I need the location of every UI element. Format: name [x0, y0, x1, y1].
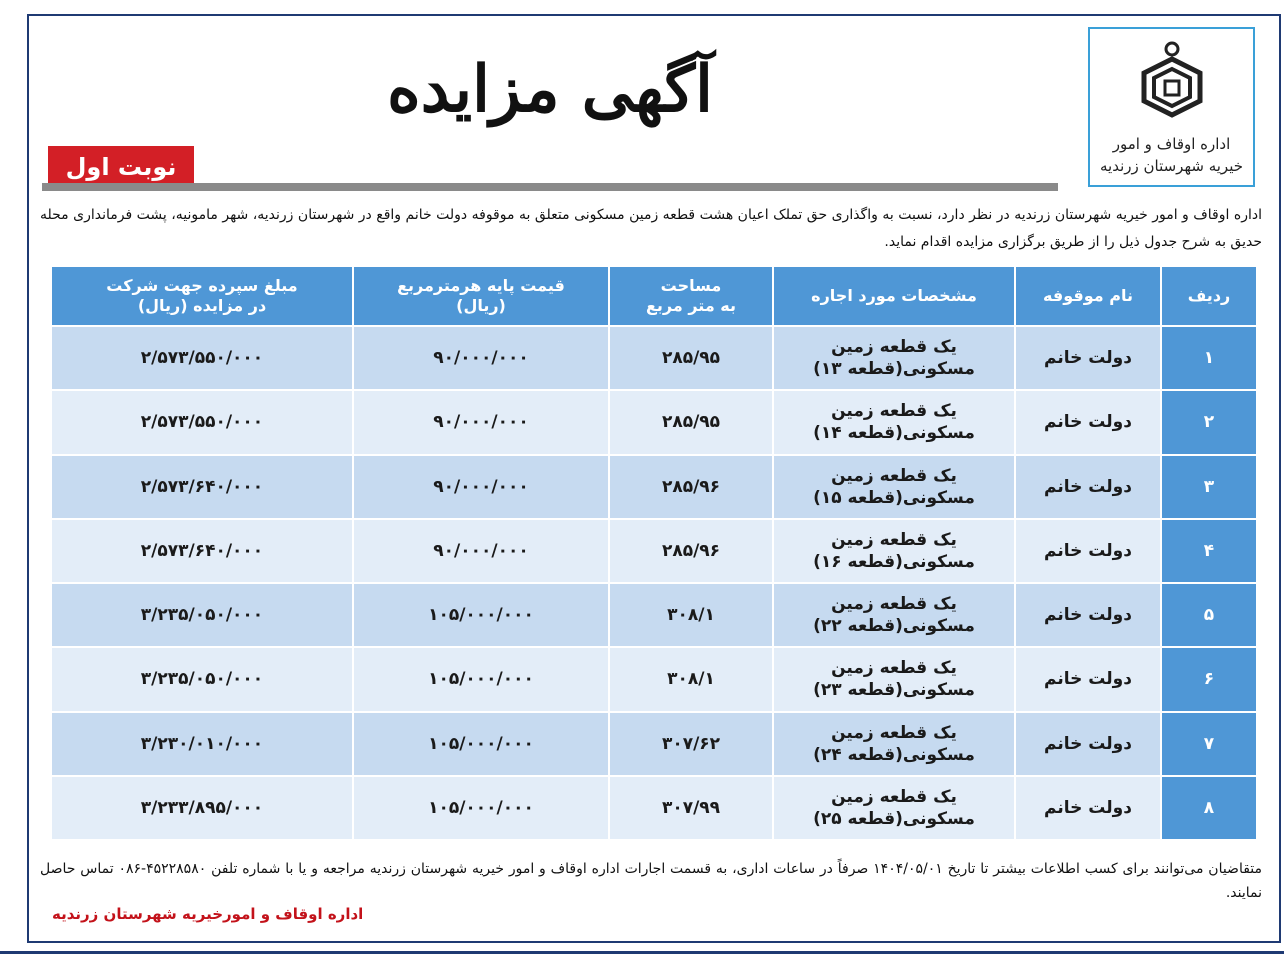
- endowment-name: دولت خانم: [1016, 327, 1160, 389]
- plot-spec-l2: مسکونی(قطعه ۲۴): [813, 744, 975, 765]
- col-header-deposit-l2: در مزایده (ریال): [137, 296, 267, 315]
- signature: اداره اوقاف و امورخیریه شهرستان زرندیه: [52, 905, 364, 923]
- base-price: ۹۰/۰۰۰/۰۰۰: [354, 456, 608, 518]
- table-row: [52, 777, 1256, 839]
- col-header-spec: مشخصات مورد اجاره: [774, 267, 1014, 325]
- plot-spec-l2: مسکونی(قطعه ۲۲): [813, 616, 975, 637]
- deposit-amount: ۲/۵۷۳/۶۴۰/۰۰۰: [52, 456, 352, 518]
- deposit-amount: ۳/۲۳۳/۸۹۵/۰۰۰: [52, 777, 352, 839]
- plot-spec-l1: یک قطعه زمین: [831, 401, 957, 422]
- plot-spec-l2: مسکونی(قطعه ۲۵): [813, 808, 975, 829]
- plot-spec-l1: یک قطعه زمین: [831, 658, 957, 679]
- page-title: آگهی مزایده: [387, 52, 713, 127]
- plot-area: ۳۰۸/۱: [610, 584, 772, 646]
- col-header-price-l2: (ریال): [456, 296, 506, 315]
- endowment-name: دولت خانم: [1016, 648, 1160, 710]
- awqaf-emblem-icon: [1132, 39, 1212, 119]
- plot-spec-l1: یک قطعه زمین: [831, 529, 957, 550]
- col-header-area-l2: به متر مربع: [645, 296, 737, 315]
- plot-spec: [774, 584, 1014, 646]
- plot-spec: [774, 713, 1014, 775]
- row-number: ۷: [1162, 713, 1256, 775]
- endowment-name: دولت خانم: [1016, 520, 1160, 582]
- row-number: ۲: [1162, 391, 1256, 453]
- base-price: ۹۰/۰۰۰/۰۰۰: [354, 327, 608, 389]
- table-row: [52, 456, 1256, 518]
- row-number: ۵: [1162, 584, 1256, 646]
- deposit-amount: ۲/۵۷۳/۵۵۰/۰۰۰: [52, 327, 352, 389]
- col-header-deposit: [52, 267, 352, 325]
- title-rule: [42, 183, 1058, 191]
- base-price: ۱۰۵/۰۰۰/۰۰۰: [354, 648, 608, 710]
- contact-paragraph: متقاضیان می‌توانند برای کسب اطلاعات بیشتر تا تاریخ ۱۴۰۴/۰۵/۰۱ صرفاً در ساعات اداری، به قسمت اجارات اداره اوقاف و امور خیریه شهرستان زرندیه مراجعه و یا با شماره تلفن ۴۵۲۲۸۵۸۰-۰۸۶ تماس حاصل نمایند.: [40, 861, 1263, 901]
- endowment-name: دولت خانم: [1016, 713, 1160, 775]
- row-number: ۴: [1162, 520, 1256, 582]
- auction-table: [50, 265, 1258, 841]
- plot-area: ۲۸۵/۹۵: [610, 391, 772, 453]
- plot-spec-l1: یک قطعه زمین: [831, 722, 957, 743]
- col-header-deposit-l1: مبلغ سپرده جهت شرکت: [106, 276, 298, 295]
- table-header-row: [52, 267, 1256, 325]
- table-row: [52, 520, 1256, 582]
- plot-spec-l2: مسکونی(قطعه ۱۵): [813, 487, 975, 508]
- deposit-amount: ۲/۵۷۳/۶۴۰/۰۰۰: [52, 520, 352, 582]
- base-price: ۹۰/۰۰۰/۰۰۰: [354, 520, 608, 582]
- col-header-price-l1: قیمت پایه هرمترمربع: [397, 276, 565, 295]
- plot-area: ۳۰۷/۹۹: [610, 777, 772, 839]
- table-row: [52, 648, 1256, 710]
- plot-spec: [774, 648, 1014, 710]
- plot-area: ۲۸۵/۹۶: [610, 520, 772, 582]
- row-number: ۶: [1162, 648, 1256, 710]
- col-header-name: نام موقوفه: [1016, 267, 1160, 325]
- plot-spec-l1: یک قطعه زمین: [831, 337, 957, 358]
- deposit-amount: ۲/۵۷۳/۵۵۰/۰۰۰: [52, 391, 352, 453]
- base-price: ۹۰/۰۰۰/۰۰۰: [354, 391, 608, 453]
- row-number: ۱: [1162, 327, 1256, 389]
- plot-spec: [774, 391, 1014, 453]
- endowment-name: دولت خانم: [1016, 584, 1160, 646]
- table-row: [52, 391, 1256, 453]
- base-price: ۱۰۵/۰۰۰/۰۰۰: [354, 584, 608, 646]
- org-name: [1090, 133, 1253, 177]
- endowment-name: دولت خانم: [1016, 777, 1160, 839]
- row-number: ۸: [1162, 777, 1256, 839]
- row-number: ۳: [1162, 456, 1256, 518]
- org-name-line2: خیریه شهرستان زرندیه: [1099, 157, 1244, 175]
- deposit-amount: ۳/۲۳۰/۰۱۰/۰۰۰: [52, 713, 352, 775]
- col-header-row: ردیف: [1162, 267, 1256, 325]
- plot-area: ۲۸۵/۹۵: [610, 327, 772, 389]
- col-header-area: [610, 267, 772, 325]
- deposit-amount: ۳/۲۳۵/۰۵۰/۰۰۰: [52, 648, 352, 710]
- plot-area: ۳۰۷/۶۲: [610, 713, 772, 775]
- plot-spec-l1: یک قطعه زمین: [831, 594, 957, 615]
- plot-spec-l1: یک قطعه زمین: [831, 465, 957, 486]
- col-header-area-l1: مساحت: [660, 276, 722, 295]
- round-badge: نوبت اول: [48, 146, 194, 188]
- plot-spec-l1: یک قطعه زمین: [831, 786, 957, 807]
- base-price: ۱۰۵/۰۰۰/۰۰۰: [354, 777, 608, 839]
- plot-spec-l2: مسکونی(قطعه ۱۶): [813, 551, 975, 572]
- org-name-line1: اداره اوقاف و امور: [1112, 135, 1231, 153]
- plot-spec-l2: مسکونی(قطعه ۲۳): [813, 680, 975, 701]
- col-header-price: [354, 267, 608, 325]
- table-row: [52, 327, 1256, 389]
- bottom-rule: [0, 951, 1284, 954]
- endowment-name: دولت خانم: [1016, 456, 1160, 518]
- table-row: [52, 713, 1256, 775]
- endowment-name: دولت خانم: [1016, 391, 1160, 453]
- plot-spec-l2: مسکونی(قطعه ۱۴): [813, 423, 975, 444]
- plot-spec: [774, 777, 1014, 839]
- plot-spec: [774, 456, 1014, 518]
- intro-paragraph: اداره اوقاف و امور خیریه شهرستان زرندیه در نظر دارد، نسبت به واگذاری حق تملک اعیان هشت قطعه زمین مسکونی متعلق به موقوفه دولت خانم واقع در شهرستان زرندیه، شهر مامونیه، پشت فرمانداری محله حدیق به شرح جدول ذیل را از طریق برگزاری مزایده اقدام نماید.: [40, 207, 1262, 250]
- plot-spec: [774, 327, 1014, 389]
- base-price: ۱۰۵/۰۰۰/۰۰۰: [354, 713, 608, 775]
- plot-spec: [774, 520, 1014, 582]
- deposit-amount: ۳/۲۳۵/۰۵۰/۰۰۰: [52, 584, 352, 646]
- plot-area: ۲۸۵/۹۶: [610, 456, 772, 518]
- plot-area: ۳۰۸/۱: [610, 648, 772, 710]
- org-logo-box: [1088, 27, 1255, 187]
- plot-spec-l2: مسکونی(قطعه ۱۳): [813, 359, 975, 380]
- table-row: [52, 584, 1256, 646]
